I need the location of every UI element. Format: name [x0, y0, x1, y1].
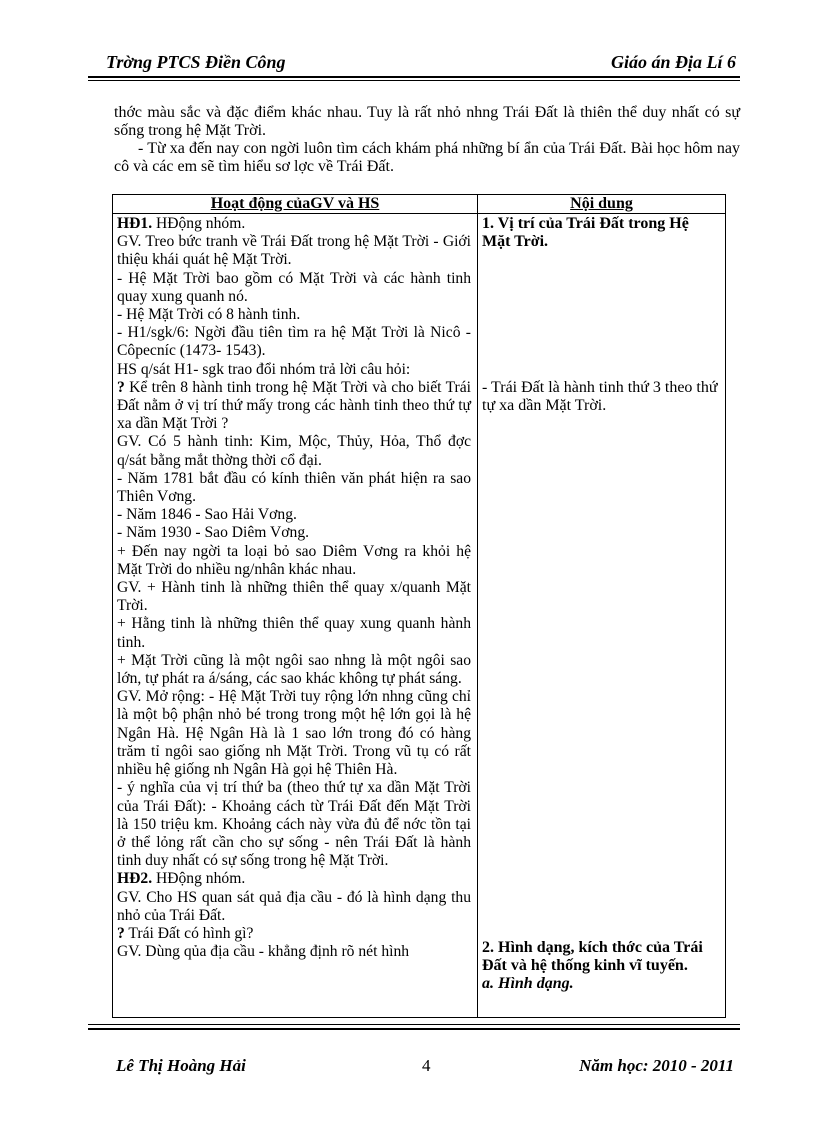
header-rule-thick — [88, 76, 740, 78]
subject-title: Giáo án Địa Lí 6 — [610, 52, 736, 72]
lesson-table — [112, 194, 726, 1018]
intro-line-2: - Từ xa đến nay con ngời luôn tìm cách khám phá những bí ẩn của Trái Đất. Bài học hôm nay cô và các em sẽ tìm hiểu sơ lợc về Trái Đất. — [114, 140, 740, 175]
left-line: GV. Mở rộng: - Hệ Mặt Trời tuy rộng lớn nhng cũng chỉ là một bộ phận nhỏ bé trong trong một hệ lớn gọi là hệ Ngân Hà. Hệ Ngân Hà là 1 sao lớn trong đó có hàng trăm tỉ ngôi sao giống nh Mặt Trời. Trong vũ tụ có rất nhiều hệ giống nh Ngân Hà gọi hệ Thiên Hà. — [117, 688, 471, 779]
question-1 — [117, 379, 471, 434]
left-line: GV. Treo bức tranh về Trái Đất trong hệ Mặt Trời - Giới thiệu khái quát hệ Mặt Trời. — [117, 233, 471, 269]
header-activities: Hoạt động củaGV và HS — [210, 195, 380, 212]
left-line: + Hằng tinh là những thiên thể quay xung quanh hành tinh. — [117, 615, 471, 651]
page-number: 4 — [422, 1056, 431, 1075]
question-2 — [117, 925, 471, 943]
page-footer — [88, 1056, 740, 1080]
left-line: GV. Có 5 hành tinh: Kim, Mộc, Thủy, Hỏa, Thổ đợc q/sát bằng mắt thờng thời cổ đại. — [117, 433, 471, 469]
content-note-1 — [482, 379, 721, 415]
left-line: - Hệ Mặt Trời bao gồm có Mặt Trời và các hành tinh quay xung quanh nó. — [117, 269, 471, 305]
section-2-title: 2. Hình dạng, kích thớc của Trái Đất và hệ thống kinh vĩ tuyến. — [482, 939, 703, 975]
header-rule-thin — [88, 80, 740, 81]
question-1-text: Kể trên 8 hành tinh trong hệ Mặt Trời và cho biết Trái Đất nằm ở vị trí thứ mấy trong các hành tinh theo thứ tự xa dần Mặt Trời ? — [117, 378, 471, 433]
hd1-label: HĐ1. — [117, 215, 153, 232]
left-line: - Hệ Mặt Trời có 8 hành tinh. — [117, 306, 301, 324]
activities-column — [117, 215, 471, 961]
footer-rule-thin — [88, 1024, 740, 1025]
left-line: + Mặt Trời cũng là một ngôi sao nhng là một ngôi sao lớn, tự phát ra á/sáng, các sao khác không tự phát sáng. — [117, 651, 471, 688]
header-content: Nội dung — [570, 195, 633, 212]
left-line: GV. + Hành tinh là những thiên thể quay x/quanh Mặt Trời. — [117, 579, 471, 615]
section-2a-title: a. Hình dạng. — [482, 975, 574, 993]
left-line: - Năm 1930 - Sao Diêm Vơng. — [117, 524, 310, 542]
column-divider — [477, 195, 478, 1017]
footer-rule-thick — [88, 1028, 740, 1030]
note-1-text: - Trái Đất là hành tinh thứ 3 theo thứ tự xa dần Mặt Trời. — [482, 379, 718, 415]
author-name: Lê Thị Hoàng Hải — [116, 1056, 246, 1075]
school-year: Năm học: 2010 - 2011 — [579, 1056, 734, 1075]
hd2-text: HĐộng nhóm. — [152, 870, 246, 888]
left-line: - H1/sgk/6: Ngời đầu tiên tìm ra hệ Mặt Trời là Nicô - Côpecníc (1473- 1543). — [117, 324, 471, 360]
left-line: - Năm 1781 bắt đầu có kính thiên văn phát hiện ra sao Thiên Vơng. — [117, 469, 471, 506]
left-line: - ý nghĩa của vị trí thứ ba (theo thứ tự xa dần Mặt Trời của Trái Đất): - Khoảng cách từ Trái Đất đến Mặt Trời là 150 triệu km. Khoảng cách này vừa đủ để nớc tồn tại ở thể lỏng rất cần cho sự sống - nên Trái Đất là hành tinh duy nhất có sự sống trong hệ Mặt Trời. — [117, 779, 471, 870]
page-header — [88, 50, 740, 76]
hd2-line — [117, 870, 471, 888]
header-divider — [113, 213, 725, 214]
hd2-label: HĐ2. — [117, 870, 153, 888]
content-section-1 — [482, 215, 721, 251]
left-line: HS q/sát H1- sgk trao đổi nhóm trả lời câu hỏi: — [117, 360, 411, 378]
question-2-text: Trái Đất có hình gì? — [124, 924, 254, 942]
hd1-line — [117, 215, 471, 233]
left-line: + Đến nay ngời ta loại bỏ sao Diêm Vơng ra khỏi hệ Mặt Trời do nhiều ng/nhân khác nhau. — [117, 542, 471, 578]
left-line: GV. Cho HS quan sát quả địa cầu - đó là hình dạng thu nhỏ của Trái Đất. — [117, 888, 471, 924]
question-mark: ? — [117, 924, 125, 942]
intro-line-1: thớc màu sắc và đặc điểm khác nhau. Tuy là rất nhỏ nhng Trái Đất là thiên thể duy nhất có sự sống trong hệ Mặt Trời. — [114, 104, 740, 139]
content-section-2 — [482, 939, 721, 994]
left-line: GV. Dùng qủa địa cầu - khẳng định rõ nét hình — [117, 943, 410, 961]
intro-paragraph — [114, 104, 740, 176]
school-name: Trờng PTCS Điền Công — [106, 52, 286, 72]
question-mark: ? — [117, 378, 125, 396]
hd1-text: HĐộng nhóm. — [152, 215, 246, 232]
left-line: - Năm 1846 - Sao Hải Vơng. — [117, 506, 297, 524]
section-1-title: 1. Vị trí của Trái Đất trong Hệ Mặt Trời. — [482, 215, 689, 251]
